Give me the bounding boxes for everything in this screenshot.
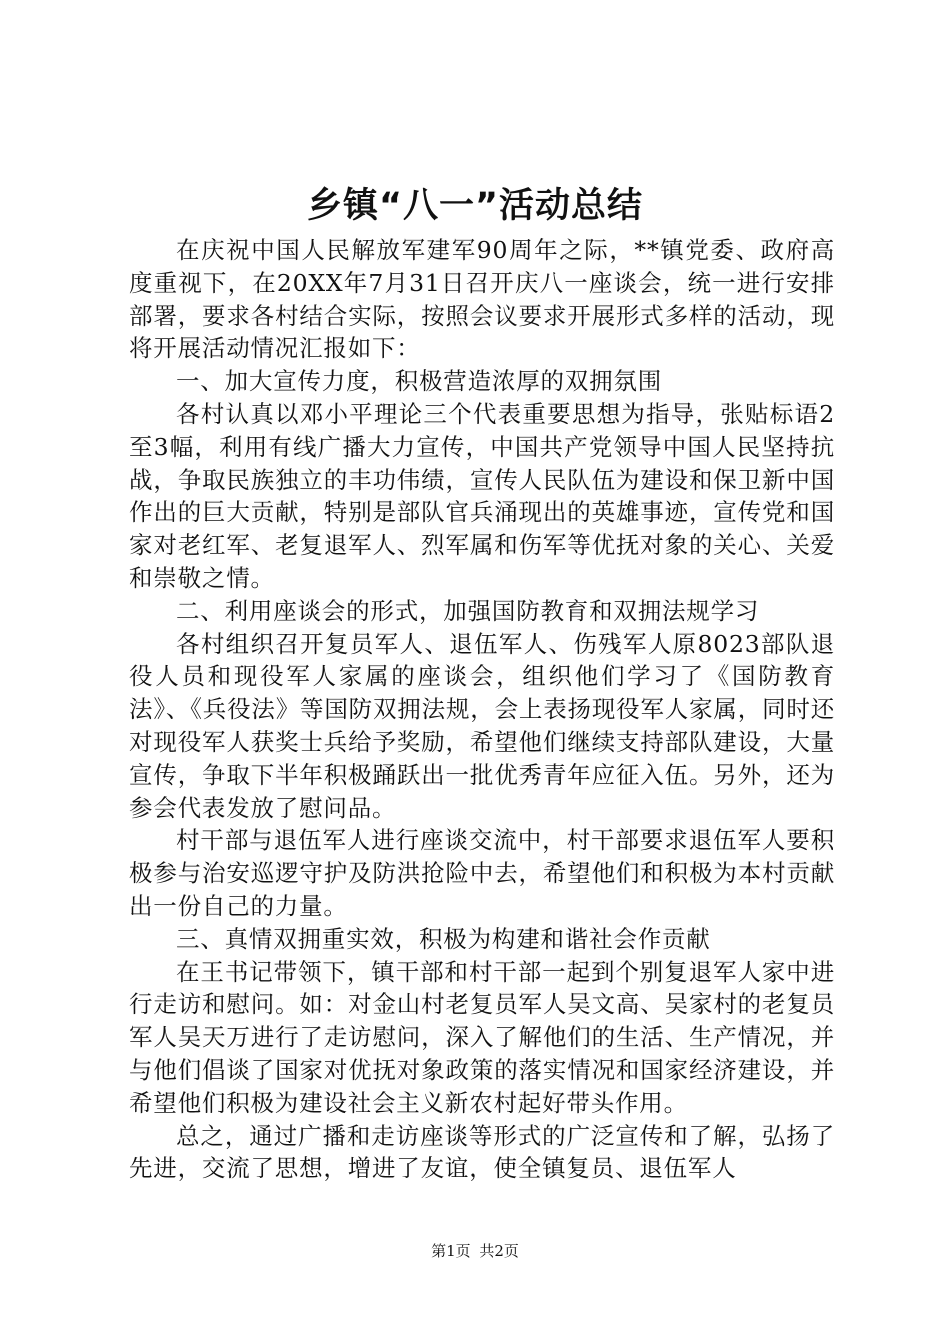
document-title: 乡镇“八一”活动总结 [306,186,643,226]
paragraph-visits: 在王书记带领下，镇干部和村干部一起到个别复退军人家中进行走访和慰问。如：对金山村老复员军人吴文高、吴家村的老复员军人吴天万进行了走访慰问，深入了解他们的生活、生产情况，并与他们倡谈了国家对优抚对象政策的落实情况和国家经济建设，并希望他们积极为建设社会主义新农村起好带头作用。 [129,957,835,1117]
page-number: 第1页 [431,1242,471,1260]
paragraph-symposium: 各村组织召开复员军人、退伍军人、伤残军人原8023部队退役人员和现役军人家属的座谈会，组织他们学习了《国防教育法》、《兵役法》等国防双拥法规，会上表扬现役军人家属，同时还对现役军人获奖士兵给予奖励，希望他们继续支持部队建设，大量宣传，争取下半年积极踊跃出一批优秀青年应征入伍。另外，还为参会代表发放了慰问品。 [129,629,835,822]
section-heading-2: 二、利用座谈会的形式，加强国防教育和双拥法规学习 [176,596,760,625]
paragraph-intro: 在庆祝中国人民解放军建军90周年之际，**镇党委、政府高度重视下，在20XX年7月31日召开庆八一座谈会，统一进行安排部署，要求各村结合实际，按照会议要求开展形式多样的活动，现将开展活动情况汇报如下： [129,236,835,363]
section-heading-1: 一、加大宣传力度，积极营造浓厚的双拥氛围 [176,367,662,396]
document-body [129,234,835,1185]
page-footer [0,1240,950,1262]
paragraph-village-cadres: 村干部与退伍军人进行座谈交流中，村干部要求退伍军人要积极参与治安巡逻守护及防洪抢险中去，希望他们和积极为本村贡献出一份自己的力量。 [129,826,835,920]
paragraph-publicity: 各村认真以邓小平理论三个代表重要思想为指导，张贴标语2至3幅，利用有线广播大力宣传，中国共产党领导中国人民坚持抗战，争取民族独立的丰功伟绩，宣传人民队伍为建设和保卫新中国作出的巨大贡献，特别是部队官兵涌现出的英雄事迹，宣传党和国家对老红军、老复退军人、烈军属和伤军等优抚对象的关心、关爱和崇敬之情。 [129,399,835,592]
page-total: 共2页 [479,1242,519,1260]
paragraph-summary: 总之，通过广播和走访座谈等形式的广泛宣传和了解，弘扬了先进，交流了思想，增进了友谊，使全镇复员、退伍军人 [129,1121,835,1183]
section-heading-3: 三、真情双拥重实效，积极为构建和谐社会作贡献 [176,924,711,953]
